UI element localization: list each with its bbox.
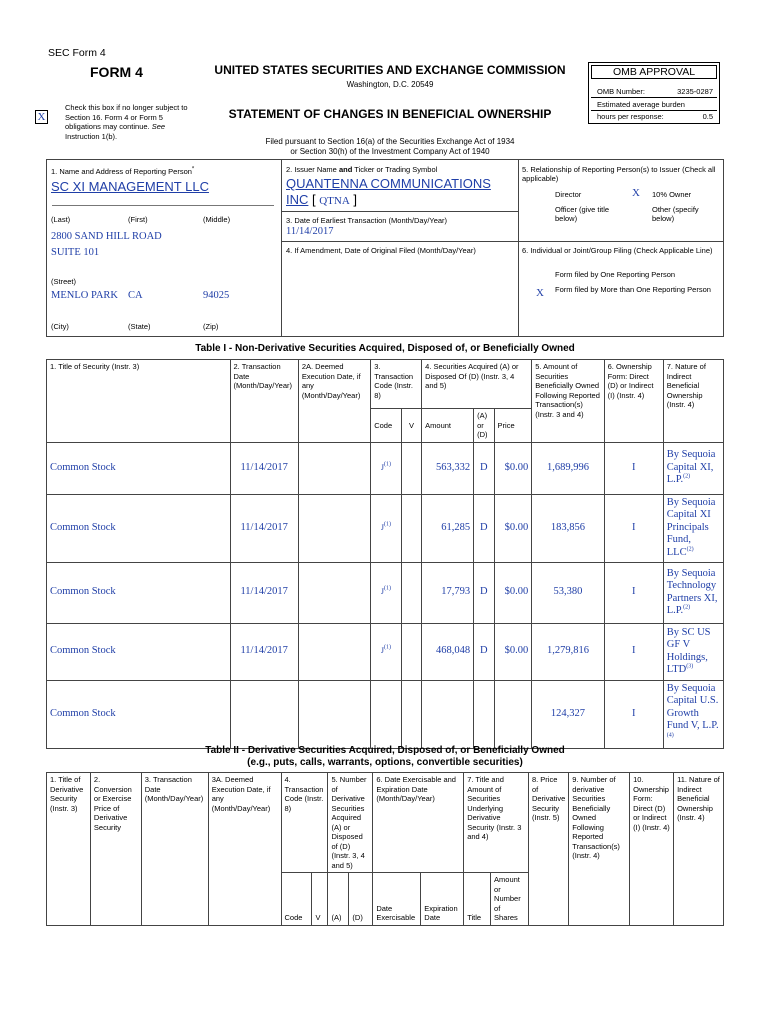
price: $0.00 [494,494,532,562]
transaction-code: $J^{(1)}$ [371,494,402,562]
box5-label: 5. Relationship of Reporting Person(s) to Issuer (Check all applicable) [522,165,716,183]
reporting-person-name: SC XI MANAGEMENT LLC [51,179,209,194]
statement-title: STATEMENT OF CHANGES IN BENEFICIAL OWNERSHIP [228,107,552,121]
transaction-code [371,680,402,748]
t2-h9: 9. Number of derivative Securities Beneficially Owned Following Reported Transaction(s) (Instr. 4) [569,773,630,926]
transaction-code: $J^{(1)}$ [371,442,402,494]
amount-owned: 1,689,996 [532,442,604,494]
t2-date-ex: Date Exercisable [373,873,421,926]
address-line1: 2800 SAND HILL ROAD [51,231,162,242]
box4-label: 4. If Amendment, Date of Original Filed (Month/Day/Year) [286,246,476,255]
t2-h1: 1. Title of Derivative Security (Instr. 3) [47,773,91,926]
t1-v: V [401,409,421,443]
street-label: (Street) [51,277,77,286]
ownership-form: I [604,442,663,494]
t2-v: V [312,873,328,926]
box6-label: 6. Individual or Joint/Group Filing (Check Applicable Line) [522,246,713,255]
box3-label: 3. Date of Earliest Transaction (Month/Day/Year) [286,216,448,225]
amount: 17,793 [422,562,474,623]
amount: 468,048 [422,623,474,680]
amount: 61,285 [422,494,474,562]
zip-value: 94025 [203,290,230,301]
t1-price: Price [494,409,532,443]
other-label: Other (specify below) [652,205,699,223]
amount-owned: 183,856 [532,494,604,562]
no-longer-subject-checkbox[interactable]: X [35,110,48,124]
transaction-date: 11/14/2017 [230,442,298,494]
acquired-disposed: D [474,562,494,623]
deemed-date [298,680,370,748]
ownership-form: I [604,623,663,680]
no-longer-subject-text: Check this box if no longer subject to Section 16. Form 4 or Form 5 obligations may continue. See Instruction 1(b). [65,103,188,141]
t2-h3: 3. Transaction Date (Month/Day/Year) [141,773,208,926]
transaction-date: 11/14/2017 [230,623,298,680]
deemed-date [298,562,370,623]
t2-h5: 5. Number of Derivative Securities Acquired (A) or Disposed of (D) (Instr. 3, 4 and 5) [328,773,373,873]
nature-of-ownership: By Sequoia Technology Partners XI, L.P.$^{(2)}$ [663,562,723,623]
city-value: MENLO PARK [51,290,118,301]
box2-label: 2. Issuer Name and Ticker or Trading Symbol [286,165,438,174]
t1-h6: 6. Ownership Form: Direct (D) or Indirect (I) (Instr. 4) [604,360,663,443]
earliest-transaction-date: 11/14/2017 [286,226,334,237]
transaction-date [230,680,298,748]
security-title: Common Stock [47,442,231,494]
table2-title: Table II - Derivative Securities Acquired, Disposed of, or Beneficially Owned (e.g., puts, calls, warrants, options, convertible securities) [205,745,565,768]
form-title: FORM 4 [90,64,143,80]
agency-location: Washington, D.C. 20549 [346,80,434,89]
more-person-label: Form filed by More than One Reporting Person [555,285,711,294]
price: $0.00 [494,442,532,494]
t2-h10: 10. Ownership Form: Direct (D) or Indirect (I) (Instr. 4) [630,773,674,926]
acquired-disposed: D [474,442,494,494]
deemed-date [298,623,370,680]
t1-h5: 5. Amount of Securities Beneficially Owned Following Reported Transaction(s) (Instr. 3 and 4) [532,360,604,443]
omb-number-label: OMB Number: [597,87,645,96]
v-flag [401,680,421,748]
nature-of-ownership: By SC US GF V Holdings, LTD$^{(3)}$ [663,623,723,680]
t1-code: Code [371,409,402,443]
nature-of-ownership: By Sequoia Capital XI Principals Fund, LLC$^{(2)}$ [663,494,723,562]
transaction-code: $J^{(1)}$ [371,562,402,623]
t2-h2: 2. Conversion or Exercise Price of Derivative Security [90,773,141,926]
v-flag [401,494,421,562]
table-row [47,680,724,748]
deemed-date [298,494,370,562]
omb-title: OMB APPROVAL [591,65,717,79]
t1-h3: 3. Transaction Code (Instr. 8) [371,360,422,409]
t1-h1: 1. Title of Security (Instr. 3) [47,360,231,443]
t1-h4: 4. Securities Acquired (A) or Disposed Of (D) (Instr. 3, 4 and 5) [422,360,532,409]
middle-label: (Middle) [203,215,231,224]
director-label: Director [555,190,582,199]
t2-h3a: 3A. Deemed Execution Date, if any (Month/Day/Year) [208,773,281,926]
v-flag [401,442,421,494]
omb-burden-label: Estimated average burden [597,100,685,109]
agency-title: UNITED STATES SECURITIES AND EXCHANGE COMMISSION [214,63,566,77]
t2-h11: 11. Nature of Indirect Beneficial Ownership (Instr. 4) [674,773,724,926]
deemed-date [298,442,370,494]
table1 [46,359,724,749]
price: $0.00 [494,562,532,623]
t2-amount-shares: Amount or Number of Shares [491,873,529,926]
t2-d: (D) [349,873,373,926]
amount-owned: 1,279,816 [532,623,604,680]
first-label: (First) [128,215,148,224]
transaction-date: 11/14/2017 [230,494,298,562]
sec-form-label: SEC Form 4 [48,47,106,59]
security-title: Common Stock [47,623,231,680]
ownership-form: I [604,562,663,623]
ownership-form: I [604,680,663,748]
zip-label: (Zip) [203,322,219,331]
t2-exp: Expiration Date [421,873,464,926]
acquired-disposed: D [474,494,494,562]
issuer-name-line1: QUANTENNA COMMUNICATIONS [286,176,491,191]
one-person-label: Form filed by One Reporting Person [555,270,676,279]
t1-h2: 2. Transaction Date (Month/Day/Year) [230,360,298,443]
security-title: Common Stock [47,494,231,562]
t2-h8: 8. Price of Derivative Security (Instr. 5) [528,773,568,926]
omb-number-value: 3235-0287 [677,87,713,96]
t2-h6: 6. Date Exercisable and Expiration Date (Month/Day/Year) [373,773,464,873]
t2-h4: 4. Transaction Code (Instr. 8) [281,773,328,873]
amount-owned: 53,380 [532,562,604,623]
table1-title: Table I - Non-Derivative Securities Acquired, Disposed of, or Beneficially Owned [195,343,575,354]
ownership-form: I [604,494,663,562]
state-value: CA [128,290,143,301]
amount-owned: 124,327 [532,680,604,748]
issuer-name-line2: INC [ QTNA ] [286,192,358,207]
t2-h7: 7. Title and Amount of Securities Underlying Derivative Security (Instr. 3 and 4) [464,773,529,873]
t2-a: (A) [328,873,349,926]
table-row [47,494,724,562]
t1-h7: 7. Nature of Indirect Beneficial Ownership (Instr. 4) [663,360,723,443]
table2 [46,772,724,926]
acquired-disposed [474,680,494,748]
price [494,680,532,748]
amount [422,680,474,748]
nature-of-ownership: By Sequoia Capital XI, L.P.$^{(2)}$ [663,442,723,494]
transaction-date: 11/14/2017 [230,562,298,623]
table-row [47,562,724,623]
city-label: (City) [51,322,69,331]
security-title: Common Stock [47,562,231,623]
ten-percent-owner-label: 10% Owner [652,190,692,199]
officer-label: Officer (give title below) [555,205,610,223]
security-title: Common Stock [47,680,231,748]
t1-h2a: 2A. Deemed Execution Date, if any (Month/Day/Year) [298,360,370,443]
ten-percent-owner-check[interactable]: X [632,187,640,199]
t1-amount: Amount [422,409,474,443]
nature-of-ownership: By Sequoia Capital U.S. Growth Fund V, L.P.$^{(4)}$ [663,680,723,748]
more-than-one-check[interactable]: X [536,287,544,299]
t2-code: Code [281,873,312,926]
v-flag [401,623,421,680]
price: $0.00 [494,623,532,680]
amount: 563,332 [422,442,474,494]
table-row [47,623,724,680]
last-label: (Last) [51,215,71,224]
omb-approval-box [588,62,720,124]
state-label: (State) [128,322,151,331]
t1-aord: (A) or (D) [474,409,494,443]
table-row [47,442,724,494]
transaction-code: $J^{(1)}$ [371,623,402,680]
omb-hours-value: 0.5 [702,112,713,121]
filed-pursuant: Filed pursuant to Section 16(a) of the Securities Exchange Act of 1934 or Section 30(h) of the Investment Company Act of 1940 [265,137,515,156]
omb-hours-label: hours per response: [597,112,664,121]
v-flag [401,562,421,623]
address-line2: SUITE 101 [51,247,100,258]
box1-label: 1. Name and Address of Reporting Person* [51,166,195,176]
acquired-disposed: D [474,623,494,680]
t2-title: Title [464,873,491,926]
